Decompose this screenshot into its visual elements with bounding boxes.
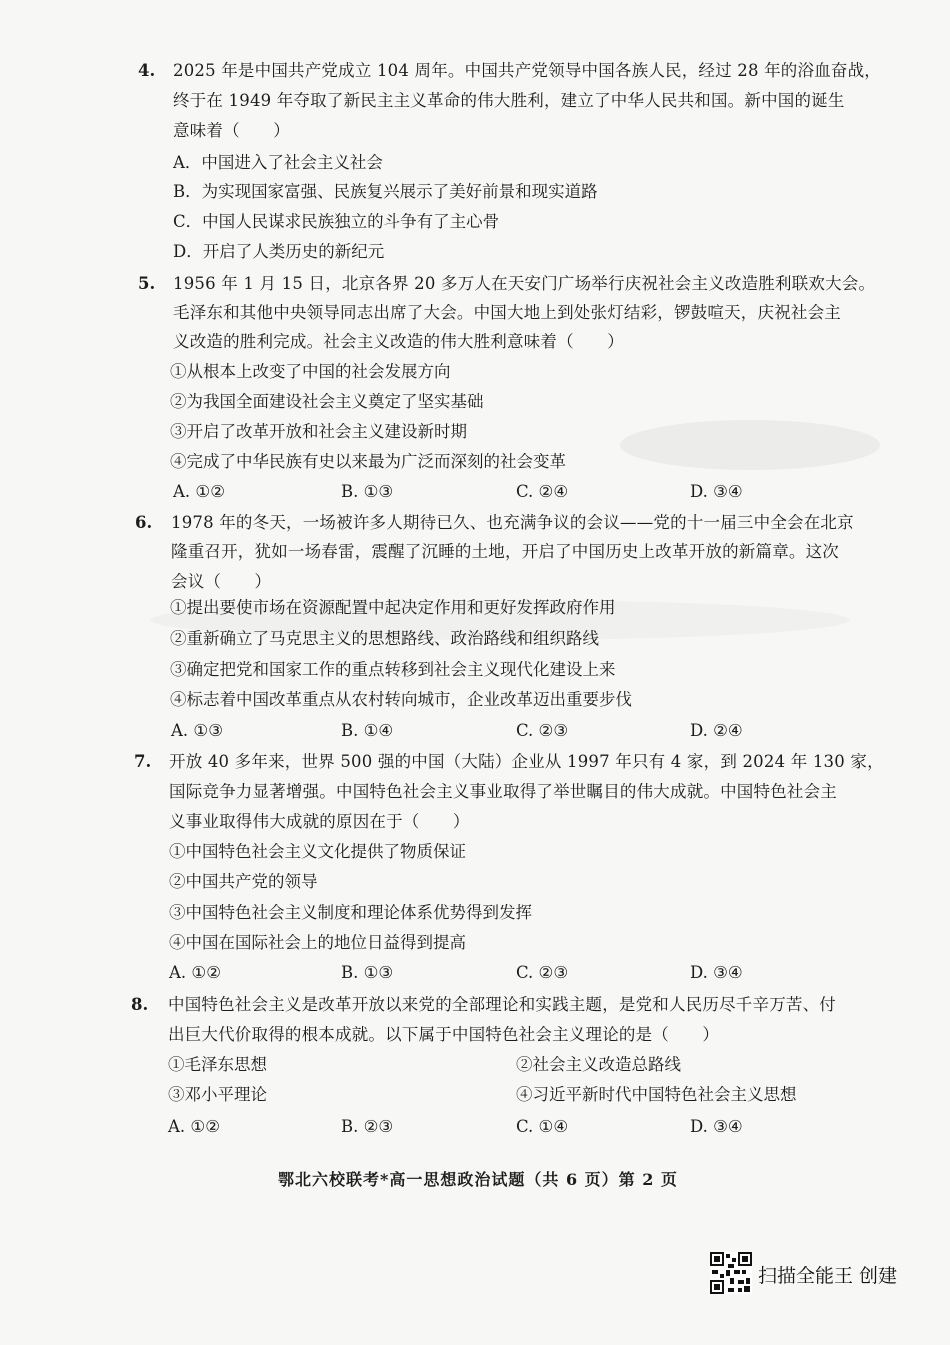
statement-item: ④完成了中华民族有史以来最为广泛而深刻的社会变革 [170,452,566,471]
question-number: 8. [131,995,149,1014]
question-text: 1956 年 1 月 15 日，北京各界 20 多万人在天安门广场举行庆祝社会主义改造胜利联欢大会。 [173,274,876,293]
question-text: 会议（ ） [171,572,272,591]
choice-b: B. ①③ [341,482,394,501]
statement-item: ④习近平新时代中国特色社会主义思想 [516,1085,797,1104]
statement-item: ③确定把党和国家工作的重点转移到社会主义现代化建设上来 [170,660,616,679]
question-text: 1978 年的冬天，一场被许多人期待已久、也充满争议的会议——党的十一届三中全会在北京 [171,513,854,532]
scan-smudge [620,420,880,470]
statement-item: ③开启了改革开放和社会主义建设新时期 [170,422,467,441]
question-text: 2025 年是中国共产党成立 104 周年。中国共产党领导中国各族人民，经过 28 年的浴血奋战， [173,61,882,80]
option-b: B．为实现国家富强、民族复兴展示了美好前景和现实道路 [173,182,598,201]
qr-code-icon [710,1252,752,1294]
choice-b: B. ②③ [341,1117,394,1136]
statement-item: ③中国特色社会主义制度和理论体系优势得到发挥 [169,903,532,922]
option-c: C．中国人民谋求民族独立的斗争有了主心骨 [173,212,500,231]
statement-item: ①中国特色社会主义文化提供了物质保证 [169,842,466,861]
question-number: 7. [134,752,152,771]
choice-c: C. ②③ [516,963,569,982]
question-text: 开放 40 多年来，世界 500 强的中国（大陆）企业从 1997 年只有 4 家，到 2024 年 130 家， [169,752,884,771]
option-d: D．开启了人类历史的新纪元 [173,242,385,261]
statement-item: ①提出要使市场在资源配置中起决定作用和更好发挥政府作用 [170,598,616,617]
question-text: 毛泽东和其他中央领导同志出席了大会。中国大地上到处张灯结彩，锣鼓喧天，庆祝社会主 [173,303,841,322]
statement-item: ②中国共产党的领导 [169,872,318,891]
question-number: 6. [135,513,153,532]
statement-item: ①从根本上改变了中国的社会发展方向 [170,362,451,381]
statement-item: ④中国在国际社会上的地位日益得到提高 [169,933,466,952]
statement-item: ①毛泽东思想 [168,1055,267,1074]
choice-a: A. ①② [169,963,221,982]
page-footer: 鄂北六校联考*高一思想政治试题（共 6 页）第 2 页 [278,1170,678,1189]
choice-a: A. ①② [173,482,225,501]
choice-c: C. ①④ [516,1117,569,1136]
question-number: 5. [138,274,156,293]
scanner-watermark: 扫描全能王 创建 [758,1265,898,1287]
choice-b: B. ①③ [341,963,394,982]
option-a: A．中国进入了社会主义社会 [173,153,383,172]
statement-item: ②为我国全面建设社会主义奠定了坚实基础 [170,392,484,411]
statement-item: ③邓小平理论 [168,1085,267,1104]
question-text: 国际竞争力显著增强。中国特色社会主义事业取得了举世瞩目的伟大成就。中国特色社会主 [169,782,837,801]
question-text: 隆重召开，犹如一场春雷，震醒了沉睡的土地，开启了中国历史上改革开放的新篇章。这次 [171,542,839,561]
choice-c: C. ②③ [516,721,569,740]
choice-a: A. ①③ [171,721,223,740]
question-text: 终于在 1949 年夺取了新民主主义革命的伟大胜利，建立了中华人民共和国。新中国的诞生 [173,91,845,110]
question-text: 义事业取得伟大成就的原因在于（ ） [169,812,470,831]
choice-a: A. ①② [168,1117,220,1136]
statement-item: ②重新确立了马克思主义的思想路线、政治路线和组织路线 [170,629,599,648]
question-text: 中国特色社会主义是改革开放以来党的全部理论和实践主题，是党和人民历尽千辛万苦、付 [168,995,836,1014]
question-text: 出巨大代价取得的根本成就。以下属于中国特色社会主义理论的是（ ） [168,1025,720,1044]
question-text: 意味着（ ） [173,121,290,140]
choice-d: D. ③④ [690,963,743,982]
choice-b: B. ①④ [341,721,394,740]
statement-item: ④标志着中国改革重点从农村转向城市，企业改革迈出重要步伐 [170,690,632,709]
statement-item: ②社会主义改造总路线 [516,1055,681,1074]
question-number: 4. [138,61,156,80]
choice-d: D. ③④ [690,482,743,501]
question-text: 义改造的胜利完成。社会主义改造的伟大胜利意味着（ ） [173,332,624,351]
choice-d: D. ③④ [690,1117,743,1136]
choice-d: D. ②④ [690,721,743,740]
choice-c: C. ②④ [516,482,569,501]
